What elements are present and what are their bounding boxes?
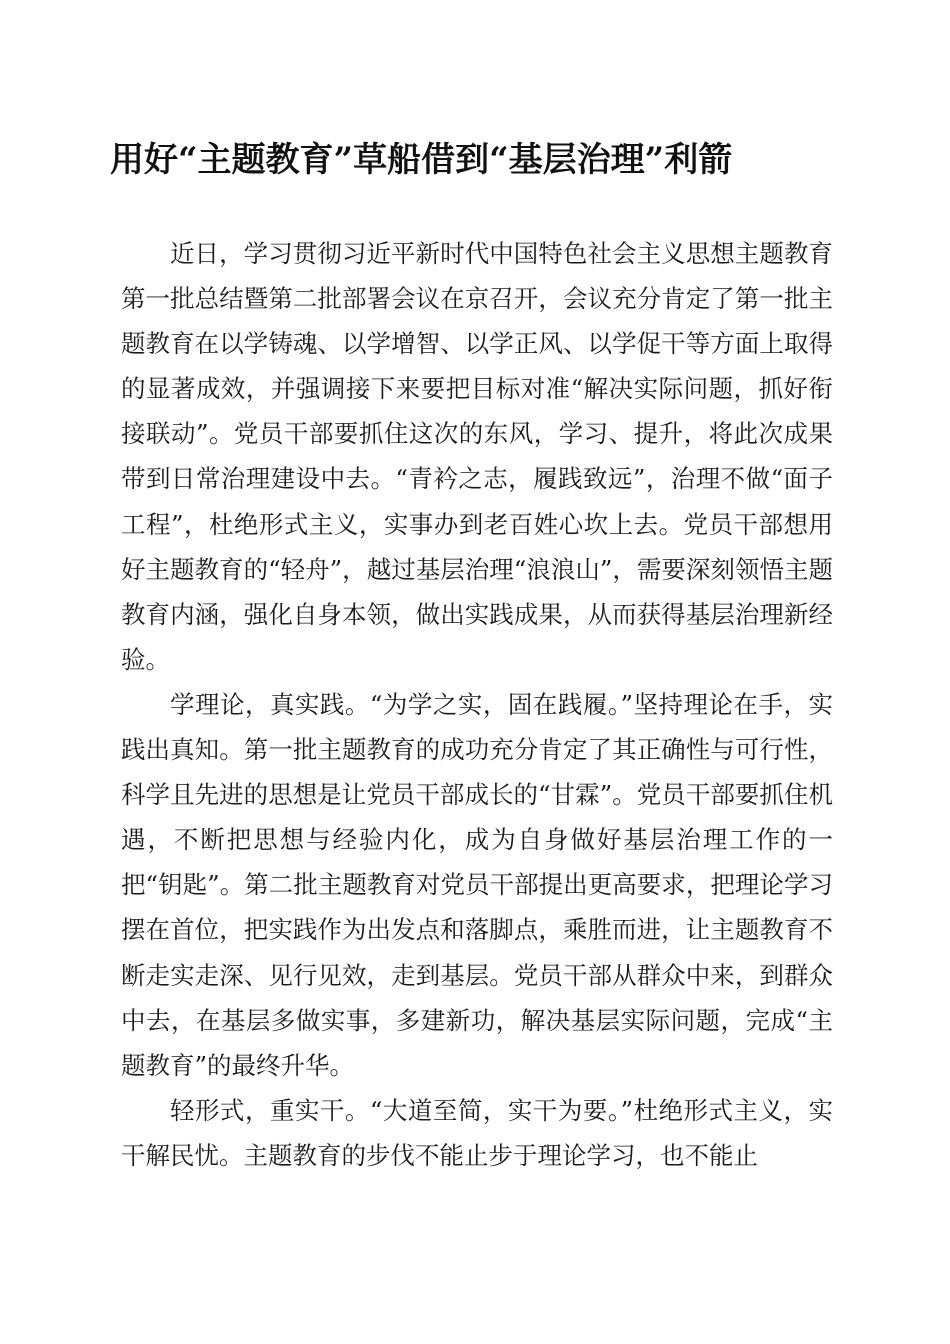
document-body	[121, 231, 833, 1178]
paragraph-1: 近日，学习贯彻习近平新时代中国特色社会主义思想主题教育第一批总结暨第二批部署会议在京召开，会议充分肯定了第一批主题教育在以学铸魂、以学增智、以学正风、以学促干等方面上取得的显著成效，并强调接下来要把目标对准“解决实际问题，抓好衔接联动”。党员干部要抓住这次的东风，学习、提升，将此次成果带到日常治理建设中去。“青衿之志，履践致远”，治理不做“面子工程”，杜绝形式主义，实事办到老百姓心坎上去。党员干部想用好主题教育的“轻舟”，越过基层治理“浪浪山”，需要深刻领悟主题教育内涵，强化自身本领，做出实践成果，从而获得基层治理新经验。	[121, 239, 833, 674]
document-title: 用好“主题教育”草船借到“基层治理”利箭	[110, 140, 733, 180]
paragraph-2: 学理论，真实践。“为学之实，固在践履。”坚持理论在手，实践出真知。第一批主题教育的成功充分肯定了其正确性与可行性，科学且先进的思想是让党员干部成长的“甘霖”。党员干部要抓住机遇，不断把思想与经验内化，成为自身做好基层治理工作的一把“钥匙”。第二批主题教育对党员干部提出更高要求，把理论学习摆在首位，把实践作为出发点和落脚点，乘胜而进，让主题教育不断走实走深、见行见效，走到基层。党员干部从群众中来，到群众中去，在基层多做实事，多建新功，解决基层实际问题，完成“主题教育”的最终升华。	[121, 689, 833, 1080]
paragraph-3: 轻形式，重实干。“大道至简，实干为要。”杜绝形式主义，实干解民忧。主题教育的步伐不能止步于理论学习，也不能止	[121, 1095, 833, 1170]
